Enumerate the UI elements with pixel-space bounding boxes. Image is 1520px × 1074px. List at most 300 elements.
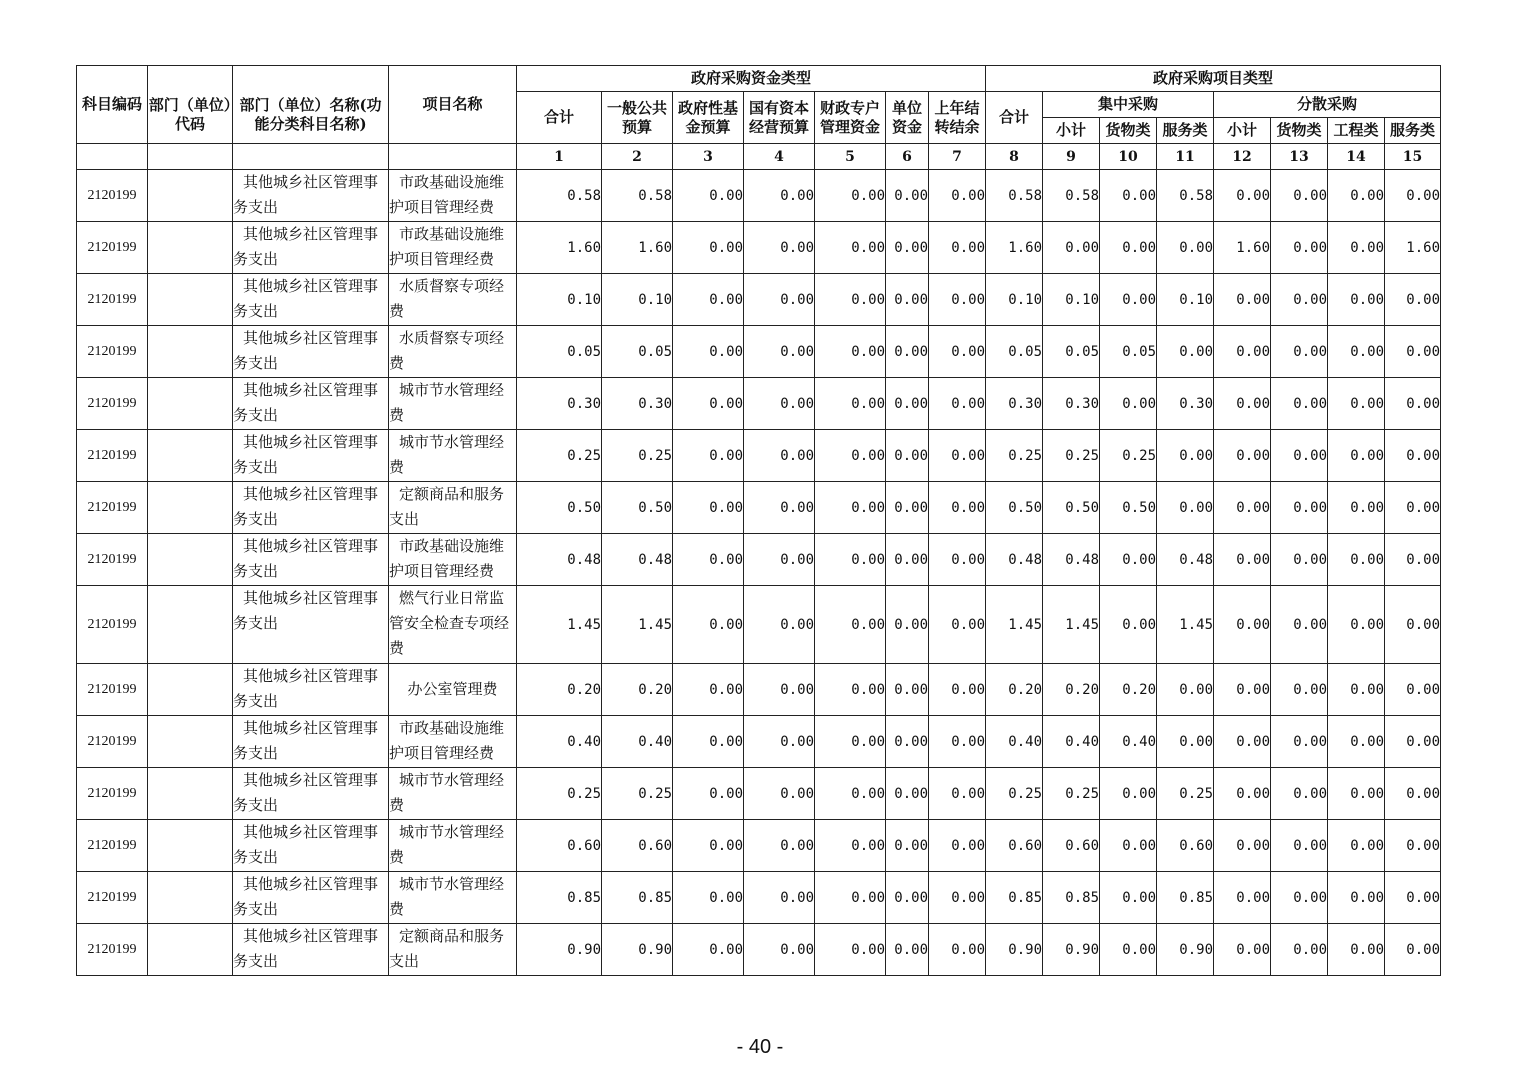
value-cell: 0.00 (1328, 768, 1385, 820)
value-cell: 0.00 (1214, 716, 1271, 768)
value-cell: 0.00 (673, 222, 744, 274)
value-cell: 0.00 (1157, 326, 1214, 378)
project-name-cell: 城市节水管理经费 (389, 768, 517, 820)
value-cell: 0.50 (1043, 482, 1100, 534)
value-cell: 0.00 (1214, 768, 1271, 820)
value-cell: 0.20 (1100, 664, 1157, 716)
value-cell: 0.05 (517, 326, 602, 378)
value-cell: 0.20 (1043, 664, 1100, 716)
value-cell: 0.00 (1214, 924, 1271, 976)
header-engineering: 工程类 (1328, 118, 1385, 144)
subject-code-cell: 2120199 (77, 586, 148, 664)
column-number: 15 (1385, 144, 1441, 170)
value-cell: 0.00 (744, 716, 815, 768)
column-number: 5 (815, 144, 886, 170)
value-cell: 0.58 (1157, 170, 1214, 222)
value-cell: 0.00 (744, 534, 815, 586)
value-cell: 0.25 (517, 430, 602, 482)
dept-code-cell (148, 820, 233, 872)
table-header (77, 66, 1441, 170)
value-cell: 0.50 (517, 482, 602, 534)
value-cell: 0.00 (1271, 768, 1328, 820)
dept-name-cell: 其他城乡社区管理事务支出 (233, 664, 389, 716)
column-number: 2 (602, 144, 673, 170)
header-centralized: 集中采购 (1043, 92, 1214, 118)
value-cell: 0.00 (1328, 170, 1385, 222)
value-cell: 0.00 (1214, 482, 1271, 534)
header-service2: 服务类 (1385, 118, 1441, 144)
value-cell: 0.00 (1214, 274, 1271, 326)
value-cell: 0.20 (986, 664, 1043, 716)
table-body (77, 170, 1441, 976)
column-number: 14 (1328, 144, 1385, 170)
column-number-blank (148, 144, 233, 170)
value-cell: 0.00 (1328, 430, 1385, 482)
value-cell: 0.48 (517, 534, 602, 586)
project-name-cell: 城市节水管理经费 (389, 378, 517, 430)
value-cell: 0.30 (602, 378, 673, 430)
value-cell: 0.00 (1385, 716, 1441, 768)
value-cell: 0.00 (1100, 872, 1157, 924)
project-name-cell: 定额商品和服务支出 (389, 924, 517, 976)
value-cell: 0.00 (1157, 222, 1214, 274)
value-cell: 0.90 (517, 924, 602, 976)
value-cell: 0.05 (1100, 326, 1157, 378)
value-cell: 0.00 (1214, 378, 1271, 430)
value-cell: 0.00 (815, 820, 886, 872)
value-cell: 0.00 (929, 378, 986, 430)
value-cell: 0.00 (673, 664, 744, 716)
value-cell: 0.00 (1100, 274, 1157, 326)
subject-code-cell: 2120199 (77, 716, 148, 768)
value-cell: 0.00 (744, 378, 815, 430)
value-cell: 0.00 (929, 586, 986, 664)
value-cell: 0.00 (673, 820, 744, 872)
value-cell: 0.00 (1385, 534, 1441, 586)
header-subtotal2: 小计 (1214, 118, 1271, 144)
value-cell: 0.00 (1328, 274, 1385, 326)
value-cell: 0.00 (886, 716, 929, 768)
value-cell: 0.00 (1385, 820, 1441, 872)
column-number: 9 (1043, 144, 1100, 170)
value-cell: 1.60 (602, 222, 673, 274)
value-cell: 0.00 (744, 430, 815, 482)
value-cell: 0.00 (929, 716, 986, 768)
value-cell: 0.00 (1328, 924, 1385, 976)
dept-code-cell (148, 716, 233, 768)
value-cell: 0.30 (1157, 378, 1214, 430)
value-cell: 0.00 (744, 924, 815, 976)
value-cell: 0.00 (886, 326, 929, 378)
value-cell: 0.10 (517, 274, 602, 326)
table-row (77, 924, 1441, 976)
column-number: 11 (1157, 144, 1214, 170)
project-name-cell: 燃气行业日常监管安全检查专项经费 (389, 586, 517, 664)
dept-name-cell: 其他城乡社区管理事务支出 (233, 586, 389, 664)
value-cell: 0.25 (986, 430, 1043, 482)
subject-code-cell: 2120199 (77, 534, 148, 586)
value-cell: 0.00 (744, 482, 815, 534)
project-name-cell: 市政基础设施维护项目管理经费 (389, 716, 517, 768)
value-cell: 0.00 (744, 170, 815, 222)
value-cell: 0.00 (929, 534, 986, 586)
value-cell: 0.00 (886, 430, 929, 482)
value-cell: 0.85 (1157, 872, 1214, 924)
value-cell: 0.90 (1157, 924, 1214, 976)
value-cell: 0.00 (929, 430, 986, 482)
table-row (77, 664, 1441, 716)
subject-code-cell: 2120199 (77, 326, 148, 378)
value-cell: 0.00 (1043, 222, 1100, 274)
value-cell: 0.00 (815, 222, 886, 274)
value-cell: 0.00 (1157, 664, 1214, 716)
value-cell: 0.00 (1328, 716, 1385, 768)
dept-name-cell: 其他城乡社区管理事务支出 (233, 820, 389, 872)
header-fiscal-special: 财政专户管理资金 (815, 92, 886, 144)
value-cell: 0.10 (986, 274, 1043, 326)
value-cell: 0.58 (517, 170, 602, 222)
value-cell: 0.00 (1214, 534, 1271, 586)
dept-name-cell: 其他城乡社区管理事务支出 (233, 534, 389, 586)
value-cell: 0.00 (1100, 924, 1157, 976)
dept-code-cell (148, 378, 233, 430)
value-cell: 0.00 (1328, 664, 1385, 716)
project-name-cell: 城市节水管理经费 (389, 872, 517, 924)
value-cell: 0.00 (1100, 820, 1157, 872)
project-name-cell: 城市节水管理经费 (389, 430, 517, 482)
value-cell: 0.00 (1271, 586, 1328, 664)
value-cell: 0.00 (1214, 872, 1271, 924)
value-cell: 0.40 (1043, 716, 1100, 768)
column-number: 13 (1271, 144, 1328, 170)
value-cell: 0.00 (673, 326, 744, 378)
value-cell: 0.00 (1385, 326, 1441, 378)
dept-code-cell (148, 534, 233, 586)
value-cell: 0.00 (1328, 872, 1385, 924)
value-cell: 0.00 (929, 872, 986, 924)
header-dept-name: 部门（单位）名称(功能分类科目名称) (233, 66, 389, 144)
value-cell: 0.00 (1100, 534, 1157, 586)
dept-code-cell (148, 326, 233, 378)
dept-code-cell (148, 664, 233, 716)
value-cell: 0.00 (1385, 768, 1441, 820)
value-cell: 0.00 (1271, 664, 1328, 716)
dept-code-cell (148, 482, 233, 534)
column-number: 6 (886, 144, 929, 170)
value-cell: 0.00 (673, 430, 744, 482)
value-cell: 0.10 (1157, 274, 1214, 326)
value-cell: 1.45 (1043, 586, 1100, 664)
header-general-budget: 一般公共预算 (602, 92, 673, 144)
project-name-cell: 市政基础设施维护项目管理经费 (389, 222, 517, 274)
subject-code-cell: 2120199 (77, 924, 148, 976)
value-cell: 0.00 (1271, 326, 1328, 378)
procurement-table (76, 65, 1441, 976)
subject-code-cell: 2120199 (77, 664, 148, 716)
value-cell: 0.10 (1043, 274, 1100, 326)
value-cell: 0.00 (1385, 872, 1441, 924)
value-cell: 0.85 (986, 872, 1043, 924)
value-cell: 0.40 (517, 716, 602, 768)
value-cell: 0.00 (673, 378, 744, 430)
value-cell: 0.05 (986, 326, 1043, 378)
subject-code-cell: 2120199 (77, 378, 148, 430)
column-number: 4 (744, 144, 815, 170)
value-cell: 0.00 (886, 170, 929, 222)
value-cell: 0.00 (1214, 326, 1271, 378)
value-cell: 0.90 (1043, 924, 1100, 976)
value-cell: 0.50 (986, 482, 1043, 534)
value-cell: 0.00 (673, 534, 744, 586)
value-cell: 0.00 (1271, 716, 1328, 768)
subject-code-cell: 2120199 (77, 872, 148, 924)
value-cell: 0.20 (602, 664, 673, 716)
table-row (77, 326, 1441, 378)
table-row (77, 586, 1441, 664)
header-goods2: 货物类 (1271, 118, 1328, 144)
value-cell: 0.00 (815, 326, 886, 378)
dept-name-cell: 其他城乡社区管理事务支出 (233, 924, 389, 976)
value-cell: 0.30 (517, 378, 602, 430)
column-number: 7 (929, 144, 986, 170)
header-dept-code: 部门（单位）代码 (148, 66, 233, 144)
value-cell: 0.00 (673, 716, 744, 768)
value-cell: 0.00 (673, 768, 744, 820)
subject-code-cell: 2120199 (77, 274, 148, 326)
value-cell: 0.00 (1214, 586, 1271, 664)
value-cell: 0.00 (929, 768, 986, 820)
header-project-type-group: 政府采购项目类型 (986, 66, 1441, 92)
value-cell: 0.60 (517, 820, 602, 872)
value-cell: 0.90 (602, 924, 673, 976)
value-cell: 0.30 (986, 378, 1043, 430)
value-cell: 0.58 (986, 170, 1043, 222)
value-cell: 0.60 (1157, 820, 1214, 872)
value-cell: 0.10 (602, 274, 673, 326)
value-cell: 1.45 (602, 586, 673, 664)
value-cell: 0.25 (517, 768, 602, 820)
value-cell: 0.05 (602, 326, 673, 378)
table-row (77, 872, 1441, 924)
table-row (77, 274, 1441, 326)
value-cell: 0.58 (1043, 170, 1100, 222)
value-cell: 0.00 (929, 820, 986, 872)
dept-code-cell (148, 170, 233, 222)
page-number: - 40 - (736, 1036, 784, 1058)
value-cell: 0.00 (673, 274, 744, 326)
value-cell: 0.00 (673, 482, 744, 534)
value-cell: 0.00 (886, 664, 929, 716)
value-cell: 0.00 (1271, 872, 1328, 924)
column-number-blank (233, 144, 389, 170)
dept-name-cell: 其他城乡社区管理事务支出 (233, 716, 389, 768)
value-cell: 0.85 (517, 872, 602, 924)
project-name-cell: 办公室管理费 (389, 664, 517, 716)
value-cell: 0.00 (1385, 378, 1441, 430)
value-cell: 0.00 (744, 222, 815, 274)
value-cell: 0.00 (1328, 534, 1385, 586)
value-cell: 0.00 (1100, 170, 1157, 222)
value-cell: 0.00 (929, 664, 986, 716)
table-row (77, 820, 1441, 872)
value-cell: 0.90 (986, 924, 1043, 976)
dept-name-cell: 其他城乡社区管理事务支出 (233, 768, 389, 820)
value-cell: 0.25 (602, 768, 673, 820)
value-cell: 0.00 (1157, 716, 1214, 768)
table-row (77, 716, 1441, 768)
value-cell: 0.00 (1271, 482, 1328, 534)
value-cell: 0.25 (1100, 430, 1157, 482)
value-cell: 0.00 (1328, 482, 1385, 534)
value-cell: 0.00 (1271, 820, 1328, 872)
value-cell: 0.48 (1157, 534, 1214, 586)
value-cell: 0.00 (1328, 586, 1385, 664)
value-cell: 1.60 (1385, 222, 1441, 274)
value-cell: 0.00 (886, 378, 929, 430)
value-cell: 0.00 (815, 170, 886, 222)
value-cell: 0.48 (986, 534, 1043, 586)
value-cell: 1.45 (986, 586, 1043, 664)
dept-code-cell (148, 924, 233, 976)
value-cell: 0.00 (886, 768, 929, 820)
value-cell: 1.60 (517, 222, 602, 274)
table-row (77, 482, 1441, 534)
header-dispersed: 分散采购 (1214, 92, 1441, 118)
value-cell: 0.00 (1271, 534, 1328, 586)
table-row (77, 222, 1441, 274)
value-cell: 0.58 (602, 170, 673, 222)
value-cell: 0.00 (744, 872, 815, 924)
column-number: 12 (1214, 144, 1271, 170)
value-cell: 0.00 (1271, 222, 1328, 274)
subject-code-cell: 2120199 (77, 482, 148, 534)
value-cell: 0.00 (929, 274, 986, 326)
project-name-cell: 市政基础设施维护项目管理经费 (389, 170, 517, 222)
value-cell: 0.00 (886, 222, 929, 274)
value-cell: 0.00 (744, 664, 815, 716)
value-cell: 0.00 (815, 586, 886, 664)
dept-name-cell: 其他城乡社区管理事务支出 (233, 222, 389, 274)
value-cell: 0.00 (886, 586, 929, 664)
dept-code-cell (148, 222, 233, 274)
dept-name-cell: 其他城乡社区管理事务支出 (233, 482, 389, 534)
column-number: 1 (517, 144, 602, 170)
value-cell: 0.00 (1271, 378, 1328, 430)
dept-name-cell: 其他城乡社区管理事务支出 (233, 274, 389, 326)
value-cell: 0.00 (1385, 482, 1441, 534)
value-cell: 0.00 (1328, 820, 1385, 872)
subject-code-cell: 2120199 (77, 222, 148, 274)
value-cell: 0.00 (929, 170, 986, 222)
value-cell: 0.00 (886, 872, 929, 924)
column-number: 10 (1100, 144, 1157, 170)
dept-code-cell (148, 430, 233, 482)
dept-code-cell (148, 274, 233, 326)
header-service: 服务类 (1157, 118, 1214, 144)
value-cell: 0.00 (815, 534, 886, 586)
value-cell: 0.00 (1100, 222, 1157, 274)
project-name-cell: 水质督察专项经费 (389, 274, 517, 326)
project-name-cell: 定额商品和服务支出 (389, 482, 517, 534)
header-subtotal: 小计 (1043, 118, 1100, 144)
value-cell: 0.00 (1385, 274, 1441, 326)
value-cell: 0.00 (1214, 430, 1271, 482)
value-cell: 0.00 (744, 326, 815, 378)
value-cell: 0.00 (673, 924, 744, 976)
header-total: 合计 (517, 92, 602, 144)
value-cell: 0.00 (815, 482, 886, 534)
value-cell: 0.00 (1100, 768, 1157, 820)
dept-code-cell (148, 586, 233, 664)
table-row (77, 430, 1441, 482)
value-cell: 0.60 (986, 820, 1043, 872)
value-cell: 0.40 (986, 716, 1043, 768)
value-cell: 0.00 (673, 872, 744, 924)
value-cell: 0.48 (1043, 534, 1100, 586)
value-cell: 0.00 (815, 378, 886, 430)
value-cell: 0.25 (1043, 768, 1100, 820)
value-cell: 0.00 (744, 768, 815, 820)
value-cell: 1.60 (986, 222, 1043, 274)
header-fund-type-group: 政府采购资金类型 (517, 66, 986, 92)
value-cell: 0.00 (1328, 378, 1385, 430)
table-row (77, 378, 1441, 430)
header-carryover: 上年结转结余 (929, 92, 986, 144)
value-cell: 0.00 (815, 430, 886, 482)
value-cell: 0.00 (1271, 170, 1328, 222)
value-cell: 0.00 (1328, 222, 1385, 274)
value-cell: 0.40 (602, 716, 673, 768)
value-cell: 0.00 (815, 872, 886, 924)
column-number-blank (77, 144, 148, 170)
value-cell: 0.00 (929, 482, 986, 534)
value-cell: 0.25 (602, 430, 673, 482)
subject-code-cell: 2120199 (77, 768, 148, 820)
value-cell: 0.00 (1385, 924, 1441, 976)
value-cell: 0.25 (986, 768, 1043, 820)
value-cell: 0.60 (602, 820, 673, 872)
header-subject-code: 科目编码 (77, 66, 148, 144)
value-cell: 0.00 (886, 534, 929, 586)
subject-code-cell: 2120199 (77, 170, 148, 222)
header-project-name: 项目名称 (389, 66, 517, 144)
value-cell: 0.00 (1100, 378, 1157, 430)
value-cell: 0.00 (1385, 586, 1441, 664)
value-cell: 0.00 (929, 326, 986, 378)
value-cell: 0.00 (1271, 430, 1328, 482)
table-row (77, 768, 1441, 820)
value-cell: 0.25 (1157, 768, 1214, 820)
value-cell: 0.00 (744, 820, 815, 872)
value-cell: 0.00 (1385, 430, 1441, 482)
column-number: 3 (673, 144, 744, 170)
value-cell: 0.00 (1100, 586, 1157, 664)
value-cell: 0.00 (673, 586, 744, 664)
value-cell: 0.00 (1214, 170, 1271, 222)
value-cell: 1.60 (1214, 222, 1271, 274)
value-cell: 0.30 (1043, 378, 1100, 430)
dept-name-cell: 其他城乡社区管理事务支出 (233, 326, 389, 378)
value-cell: 0.00 (1385, 664, 1441, 716)
header-gov-fund-budget: 政府性基金预算 (673, 92, 744, 144)
value-cell: 0.00 (886, 274, 929, 326)
value-cell: 0.00 (1271, 274, 1328, 326)
header-state-capital-budget: 国有资本经营预算 (744, 92, 815, 144)
header-goods: 货物类 (1100, 118, 1157, 144)
project-name-cell: 城市节水管理经费 (389, 820, 517, 872)
value-cell: 0.05 (1043, 326, 1100, 378)
value-cell: 0.00 (929, 222, 986, 274)
